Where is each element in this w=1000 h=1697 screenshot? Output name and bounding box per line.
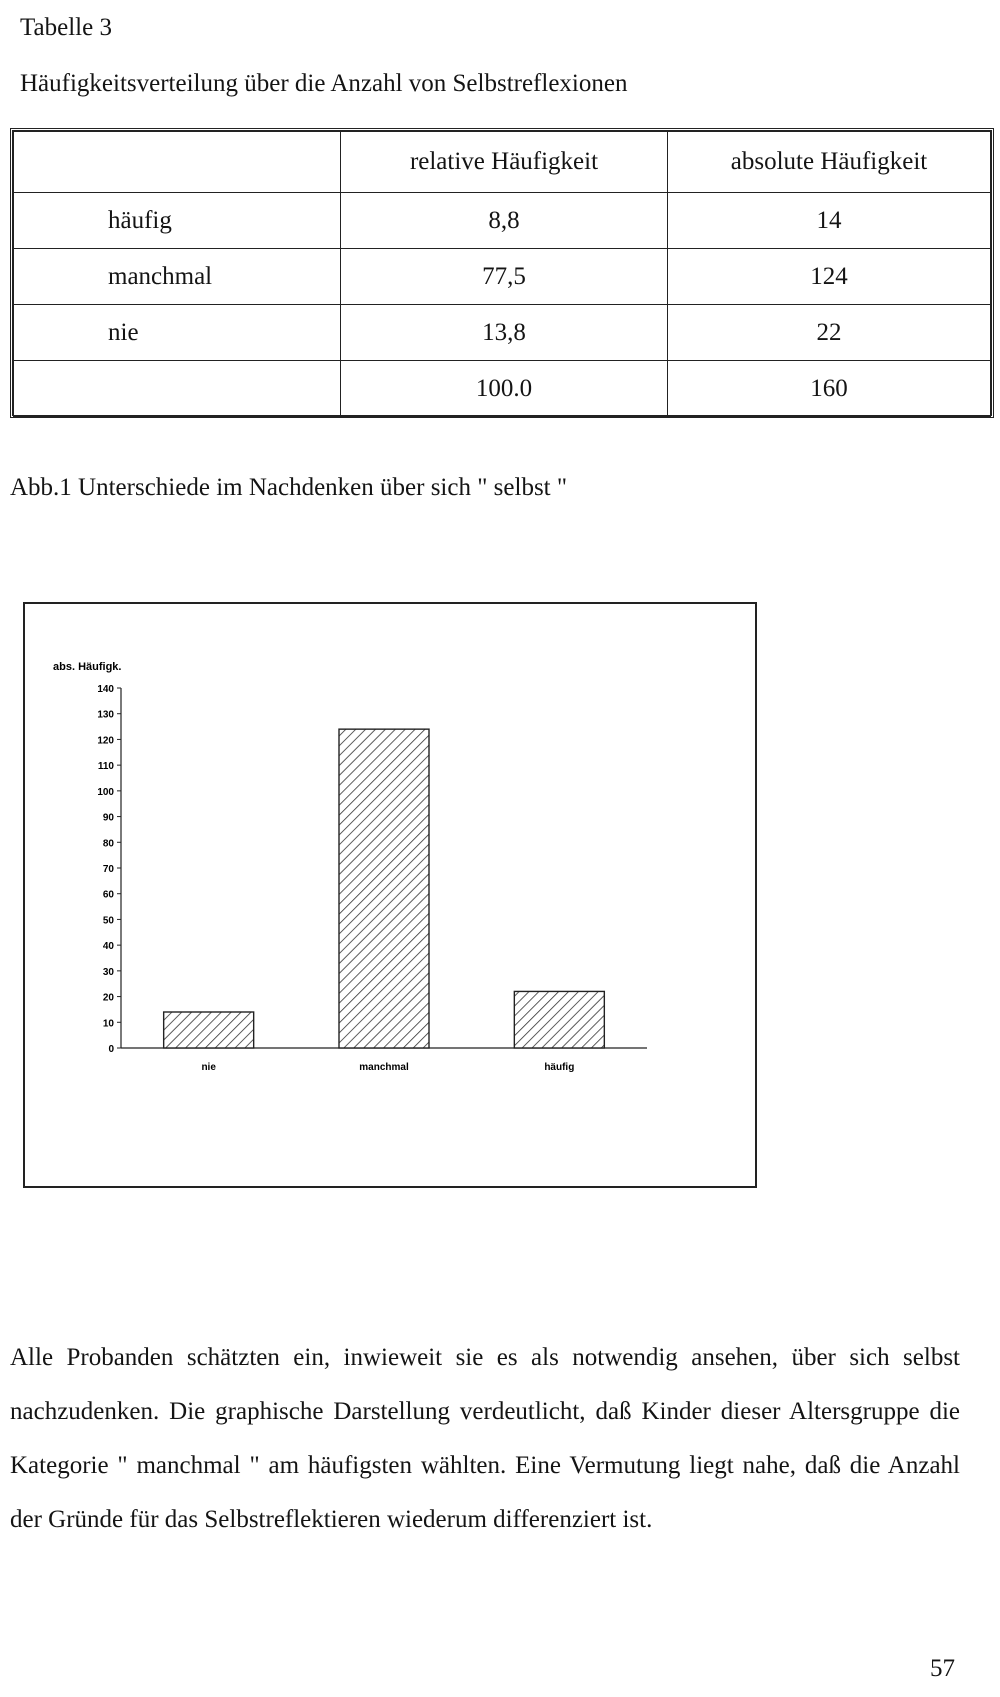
- y-tick-label: 140: [97, 684, 114, 695]
- page-number: 57: [930, 1655, 955, 1682]
- table-header-cell: relative Häufigkeit: [341, 132, 668, 193]
- y-tick-label: 70: [102, 864, 114, 875]
- table-cell-absolute: 124: [668, 249, 991, 305]
- table-label: Tabelle 3: [20, 14, 112, 41]
- y-tick-label: 120: [97, 735, 114, 747]
- table-row-total: [14, 361, 991, 417]
- y-tick-label: 90: [102, 812, 114, 824]
- bar-chart-svg: [25, 604, 755, 1186]
- y-tick-label: 100: [97, 786, 114, 798]
- figure-caption: Abb.1 Unterschiede im Nachdenken über sich " selbst ": [10, 474, 568, 501]
- table-cell-relative: 8,8: [341, 193, 668, 249]
- table-cell-relative: 77,5: [341, 249, 668, 305]
- table-header-cell: absolute Häufigkeit: [668, 132, 991, 193]
- table-caption: Häufigkeitsverteilung über die Anzahl von Selbstreflexionen: [20, 70, 628, 97]
- table-row: [14, 193, 991, 249]
- bar-häufig: [514, 991, 604, 1048]
- table-cell-relative: 100.0: [341, 361, 668, 417]
- y-tick-label: 20: [102, 992, 114, 1004]
- table-cell-absolute: 22: [668, 305, 991, 361]
- y-tick-label: 0: [108, 1044, 114, 1055]
- table-row: [14, 305, 991, 361]
- table-cell-relative: 13,8: [341, 305, 668, 361]
- y-tick-label: 30: [102, 966, 114, 978]
- y-tick-label: 50: [102, 915, 114, 927]
- y-tick-label: 10: [102, 1018, 114, 1030]
- y-tick-label: 110: [97, 761, 114, 773]
- bar-nie: [164, 1012, 254, 1048]
- table-cell-category: nie: [14, 305, 341, 361]
- table-cell-category: häufig: [14, 193, 341, 249]
- y-tick-label: 130: [97, 709, 114, 721]
- table-row: [14, 249, 991, 305]
- bar-manchmal: [339, 729, 429, 1048]
- table-header-row: [14, 132, 991, 193]
- y-tick-label: 80: [102, 838, 114, 850]
- bar-chart: [23, 602, 757, 1188]
- x-tick-label: häufig: [544, 1062, 575, 1073]
- table-cell-category: [14, 361, 341, 417]
- x-tick-label: manchmal: [359, 1062, 409, 1073]
- y-tick-label: 40: [102, 941, 114, 953]
- table-cell-category: manchmal: [14, 249, 341, 305]
- table-cell-absolute: 160: [668, 361, 991, 417]
- frequency-table: [10, 128, 994, 418]
- table-cell-absolute: 14: [668, 193, 991, 249]
- x-tick-label: nie: [201, 1062, 216, 1073]
- table-header-cell: [14, 132, 341, 193]
- y-axis-label: abs. Häufigk.: [53, 661, 122, 673]
- body-paragraph: Alle Probanden schätzten ein, inwieweit sie es als notwendig ansehen, über sich selbst nachzudenken. Die graphische Darstellung verdeutlicht, daß Kinder dieser Altersgruppe die Kategorie " manchmal " am häufigsten wählten. Eine Vermutung liegt nahe, daß die Anzahl der Gründe für das Selbstreflektieren wiederum differenziert ist.: [10, 1344, 960, 1533]
- y-tick-label: 60: [102, 889, 114, 901]
